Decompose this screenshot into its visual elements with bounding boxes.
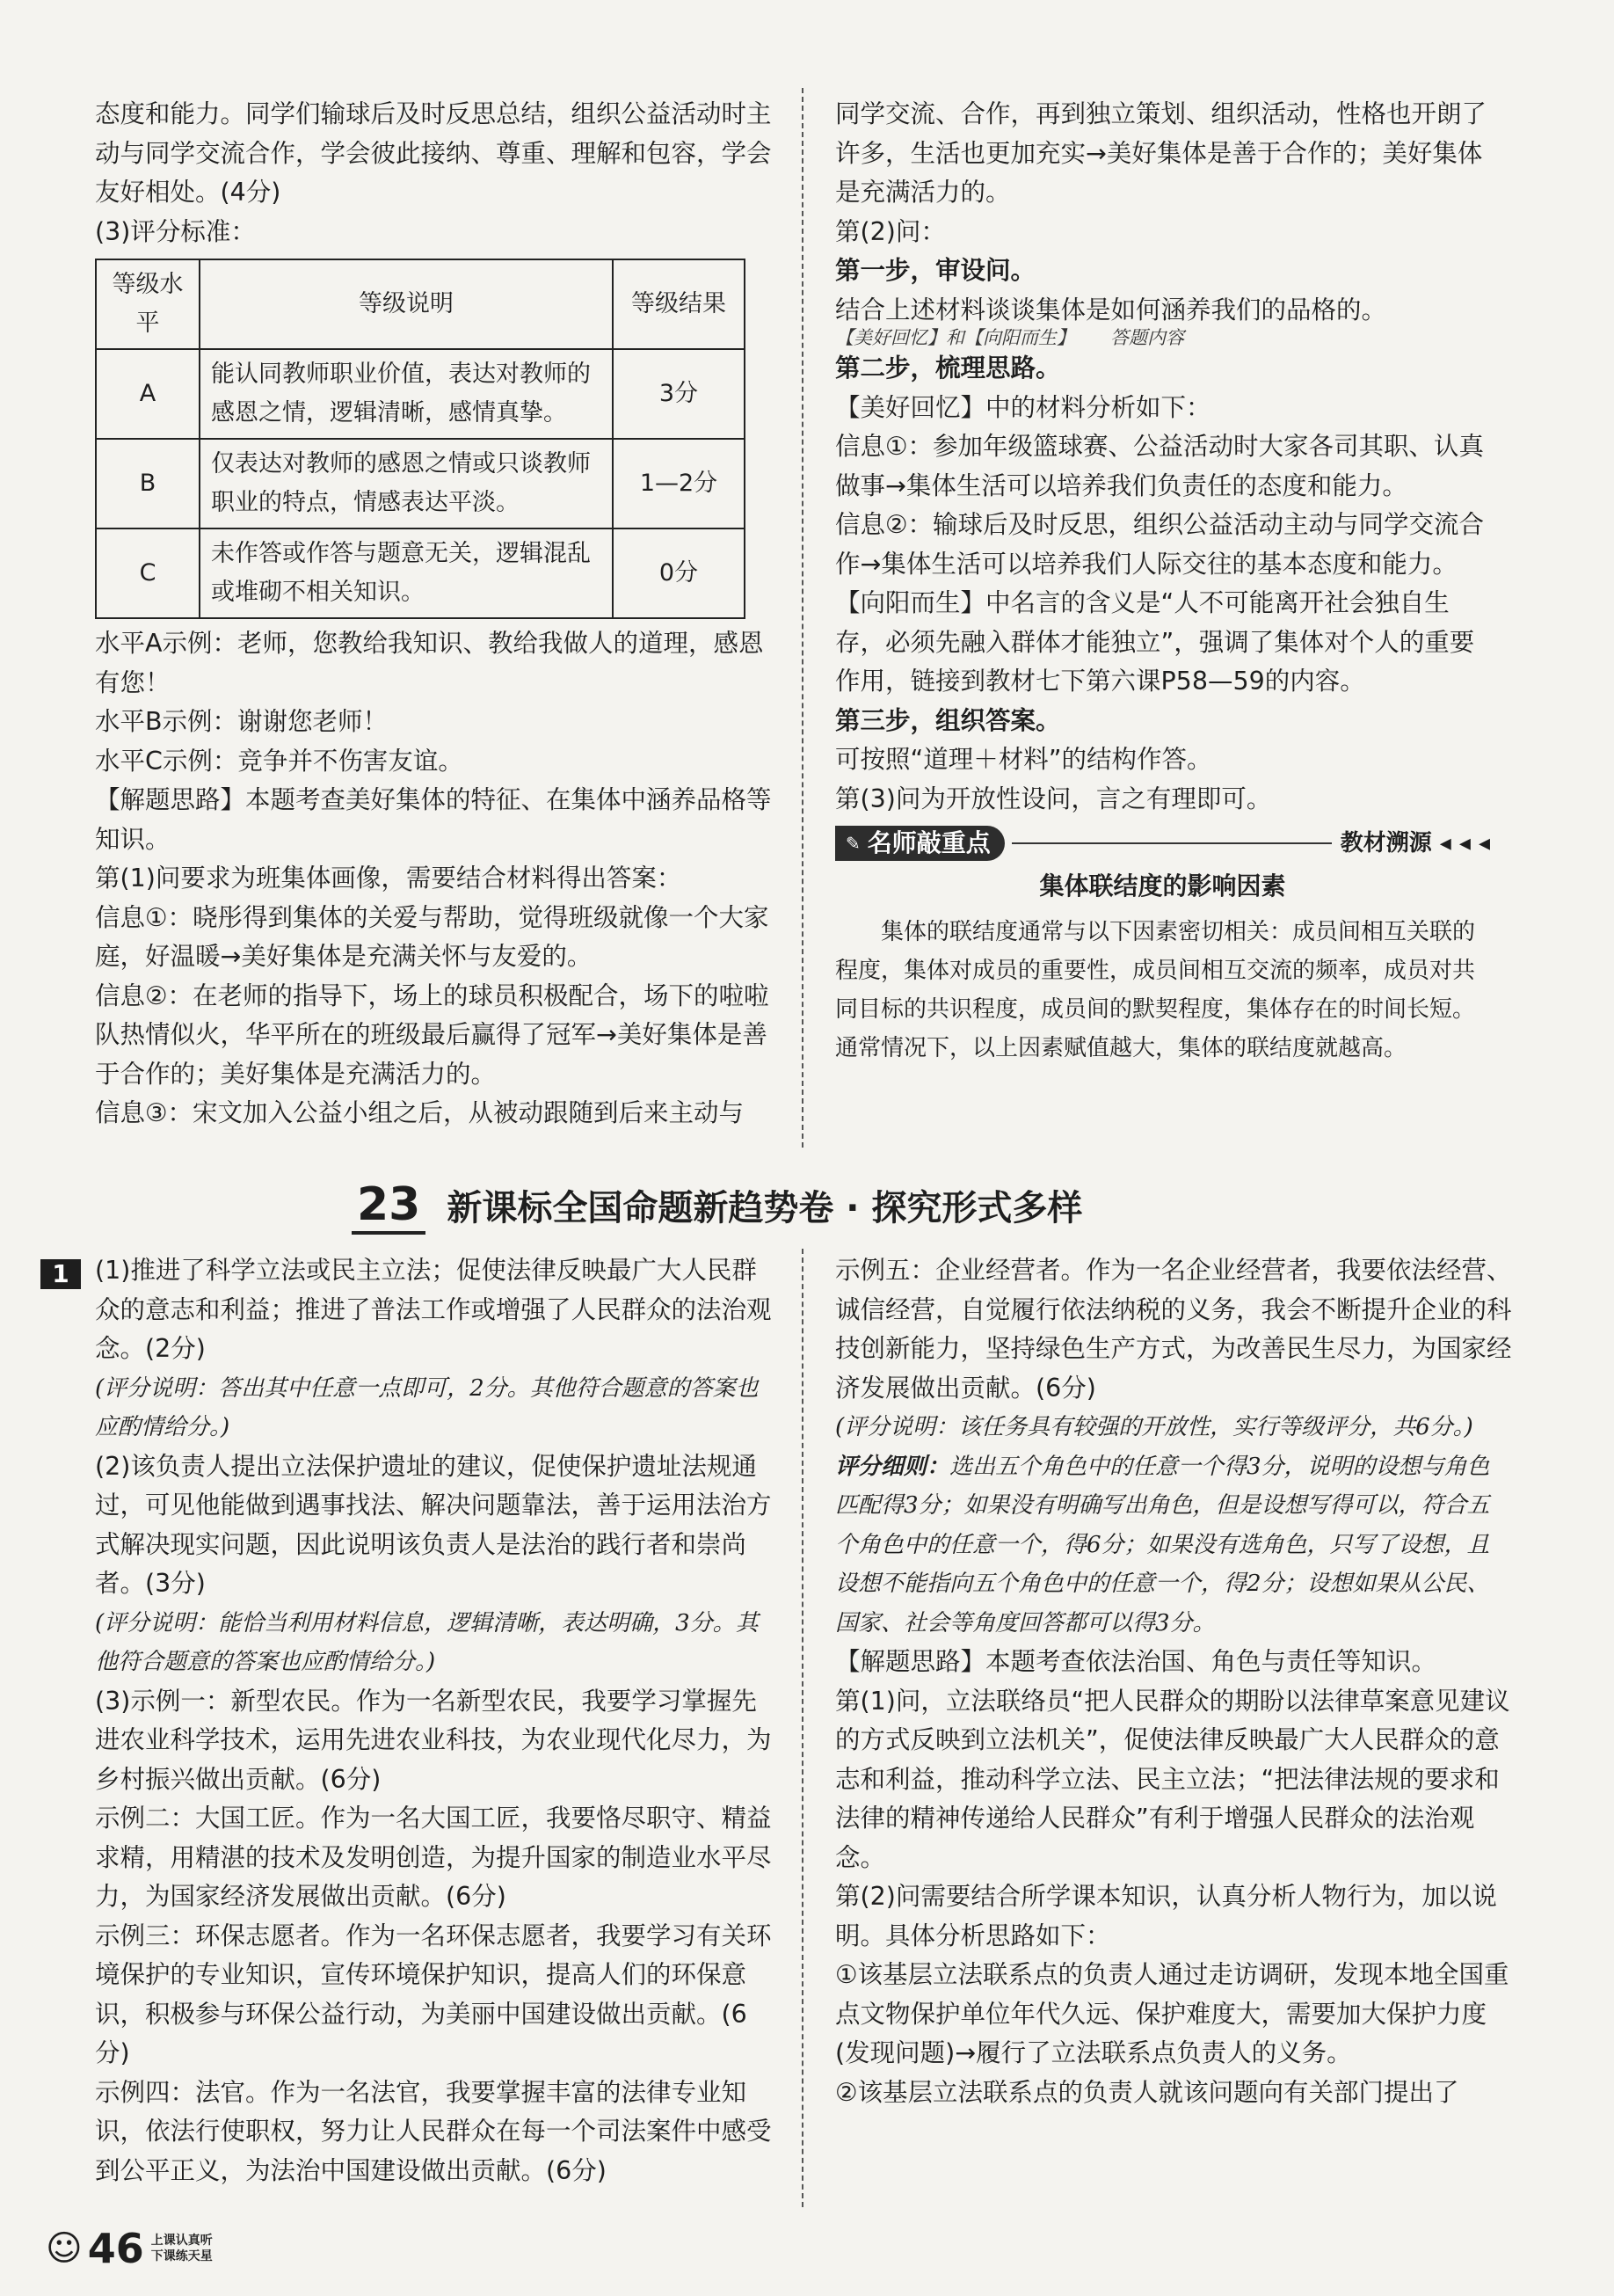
paragraph: 【解题思路】本题考查美好集体的特征、在集体中涵养品格等知识。 [95, 785, 772, 854]
paragraph: 第(1)问，立法联络员“把人民群众的期盼以法律草案意见建议的方式反映到立法机关”，促使法律反映最广大人民群众的意志和利益，推动科学立法、民主立法；“把法律法规的要求和法律的精神传递给人民群众”有利于增强人民群众的法治观念。 [835, 1686, 1510, 1872]
paragraph: 可按照“道理＋材料”的结构作答。 [835, 745, 1212, 774]
teacher-label: 名师敲重点 [867, 828, 991, 858]
paragraph: 第(2)问： [835, 216, 946, 246]
box-title: 集体联结度的影响因素 [1039, 871, 1286, 900]
paragraph: 信息①：晓彤得到集体的关爱与帮助，觉得班级就像一个大家庭，好温暖→美好集体是充满关怀与友爱的。 [95, 902, 769, 971]
table-cell: A [96, 349, 200, 439]
paragraph: 同学交流、合作，再到独立策划、组织活动，性格也开朗了许多，生活也更加充实→美好集体是善于合作的；美好集体是充满活力的。 [835, 99, 1487, 207]
paragraph: (3)示例一：新型农民。作为一名新型农民，我要学习掌握先进农业科学技术，运用先进农业科技，为农业现代化尽力，为乡村振兴做出贡献。(6分) [95, 1686, 772, 1794]
paragraph: 水平C示例：竞争并不伤害友谊。 [95, 746, 463, 776]
paragraph: ①该基层立法联系点的负责人通过走访调研，发现本地全国重点文物保护单位年代久远、保护难度大，需要加大保护力度(发现问题)→履行了立法联系点负责人的义务。 [835, 1960, 1509, 2067]
scoring-note: (评分说明：该任务具有较强的开放性，实行等级评分，共6分。) [835, 1414, 1473, 1440]
table-cell: 1—2分 [613, 439, 745, 528]
table-row [96, 349, 745, 439]
paragraph: ②该基层立法联系点的负责人就该问题向有关部门提出了 [835, 2077, 1459, 2107]
slogan-line: 下课练天星 [150, 2249, 213, 2263]
paragraph: 信息①：参加年级篮球赛、公益活动时大家各司其职、认真做事→集体生活可以培养我们负责任的态度和能力。 [835, 432, 1485, 500]
paragraph: 示例四：法官。作为一名法官，我要掌握丰富的法律专业知识，依法行使职权，努力让人民群众在每一个司法案件中感受到公平正义，为法治中国建设做出贡献。(6分) [95, 2077, 772, 2185]
table-cell: C [96, 528, 200, 618]
table-cell: 未作答或作答与题意无关，逻辑混乱或堆砌不相关知识。 [200, 528, 613, 618]
paragraph: 态度和能力。同学们输球后及时反思总结，组织公益活动时主动与同学交流合作，学会彼此接纳、尊重、理解和包容，学会友好相处。(4分) [95, 99, 772, 207]
section-title [352, 1178, 1082, 1235]
table-cell: 能认同教师职业价值，表达对教师的感恩之情，逻辑清晰，感情真挚。 [200, 349, 613, 439]
paragraph: (1)推进了科学立法或民主立法；促使法律反映最广大人民群众的意志和利益；推进了普法工作或增强了人民群众的法治观念。(2分) [95, 1256, 772, 1363]
scoring-detail-label: 评分细则： [835, 1453, 950, 1480]
table-header-row [96, 259, 745, 349]
teacher-key-points-header [835, 824, 1490, 864]
table-header: 等级结果 [613, 259, 745, 349]
scoring-detail-text: 选出五个角色中的任意一个得3分，说明的设想与角色匹配得3分；如果没有明确写出角色，但是设想写得可以，符合五个角色中的任意一个，得6分；如果没有选角色，只写了设想，且设想不能指向五个角色中的任意一个，得2分；设想如果从公民、国家、社会等角度回答都可以得3分。 [835, 1453, 1490, 1636]
paragraph: (2)该负责人提出立法保护遗址的建议，促使保护遗址法规通过，可见他能做到遇事找法、解决问题靠法，善于运用法治方式解决现实问题，因此说明该负责人是法治的践行者和崇尚者。(3分) [95, 1451, 772, 1598]
table-row [96, 439, 745, 528]
slogan [151, 2233, 213, 2264]
slogan-line: 上课认真听 [150, 2234, 213, 2248]
paragraph: 第(1)问要求为班集体画像，需要结合材料得出答案： [95, 864, 682, 893]
question-number-badge: 1 [40, 1259, 81, 1289]
teacher-badge [835, 826, 1005, 861]
mascot-icon: ☺ [46, 2228, 83, 2269]
section-heading: 新课标全国命题新趋势卷 · 探究形式多样 [447, 1188, 1083, 1228]
paragraph: 第(3)问为开放性设问，言之有理即可。 [835, 784, 1272, 813]
box-body: 集体的联结度通常与以下因素密切相关：成员间相互关联的程度，集体对成员的重要性，成员间相互交流的频率，成员对共同目标的共识程度，成员间的默契程度，集体存在的时间长短。通常情况下，以上因素赋值越大，集体的联结度就越高。 [835, 919, 1476, 1061]
right-top-column [835, 95, 1490, 1068]
paragraph: 信息②：在老师的指导下，场上的球员积极配合，场下的啦啦队热情似火，华平所在的班级最后赢得了冠军→美好集体是善于合作的；美好集体是充满活力的。 [95, 980, 769, 1089]
table-header: 等级水平 [96, 259, 200, 349]
left-top-column [95, 95, 772, 1133]
paragraph: 示例三：环保志愿者。作为一名环保志愿者，我要学习有关环境保护的专业知识，宣传环境保护知识，提高人们的环保意识，积极参与环保公益行动，为美丽中国建设做出贡献。(6分) [95, 1921, 772, 2067]
right-bottom-column [835, 1251, 1512, 2112]
paragraph: 【向阳而生】中名言的含义是“人不可能离开社会独自生存，必须先融入群体才能独立”，强调了集体对个人的重要作用，链接到教材七下第六课P58—59的内容。 [835, 588, 1475, 696]
textbook-source-label: 教材溯源 ◂ ◂ ◂ [1340, 830, 1490, 856]
page-footer [46, 2225, 213, 2272]
teacher-icon: ✎ [846, 833, 861, 855]
paragraph: 水平A示例：老师，您教给我知识、教给我做人的道理，感恩有您！ [95, 629, 764, 697]
grading-table [95, 259, 745, 619]
paragraph: 【美好回忆】中的材料分析如下： [835, 392, 1211, 422]
scoring-note: (评分说明：答出其中任意一点即可，2分。其他符合题意的答案也应酌情给分。) [95, 1374, 759, 1440]
step-heading: 第二步，梳理思路。 [835, 354, 1061, 383]
paragraph: 水平B示例：谢谢您老师！ [95, 707, 389, 736]
scoring-detail [835, 1447, 1512, 1644]
paragraph: 结合上述材料谈谈集体是如何涵养我们的品格的。 [835, 295, 1387, 324]
paragraph: 示例五：企业经营者。作为一名企业经营者，我要依法经营、诚信经营，自觉履行依法纳税的义务，我会不断提升企业的科技创新能力，坚持绿色生产方式，为改善民生尽力，为国家经济发展做出贡献。(6分) [835, 1256, 1512, 1403]
step-heading: 第三步，组织答案。 [835, 705, 1061, 735]
left-bottom-column [95, 1251, 772, 2190]
column-divider-bottom [802, 1249, 803, 2207]
table-cell: B [96, 439, 200, 528]
paragraph: 示例二：大国工匠。作为一名大国工匠，我要恪尽职守、精益求精，用精湛的技术及发明创造，为提升国家的制造业水平尽力，为国家经济发展做出贡献。(6分) [95, 1804, 772, 1911]
paragraph: 信息③：宋文加入公益小组之后，从被动跟随到后来主动与 [95, 1098, 745, 1127]
paragraph: 第(2)问需要结合所学课本知识，认真分析人物行为，加以说明。具体分析思路如下： [835, 1882, 1497, 1950]
scoring-note: (评分说明：能恰当利用材料信息，逻辑清晰，表达明确，3分。其他符合题意的答案也应酌情给分。) [95, 1609, 759, 1675]
paragraph: (3)评分标准： [95, 216, 256, 246]
page-number: 46 [87, 2225, 144, 2272]
table-row [96, 528, 745, 618]
header-rule [1012, 842, 1332, 844]
paragraph: 【解题思路】本题考查依法治国、角色与责任等知识。 [835, 1647, 1437, 1676]
section-number: 23 [352, 1178, 425, 1235]
table-header: 等级说明 [200, 259, 613, 349]
table-cell: 0分 [613, 528, 745, 618]
paragraph: 信息②：输球后及时反思，组织公益活动主动与同学交流合作→集体生活可以培养我们人际交往的基本态度和能力。 [835, 510, 1485, 579]
step-heading: 第一步，审设问。 [835, 256, 1036, 285]
column-divider-top [802, 88, 803, 1148]
handwritten-note: 【美好回忆】和【向阳而生】 答题内容 [835, 327, 1185, 348]
table-cell: 3分 [613, 349, 745, 439]
table-cell: 仅表达对教师的感恩之情或只谈教师职业的特点，情感表达平淡。 [200, 439, 613, 528]
